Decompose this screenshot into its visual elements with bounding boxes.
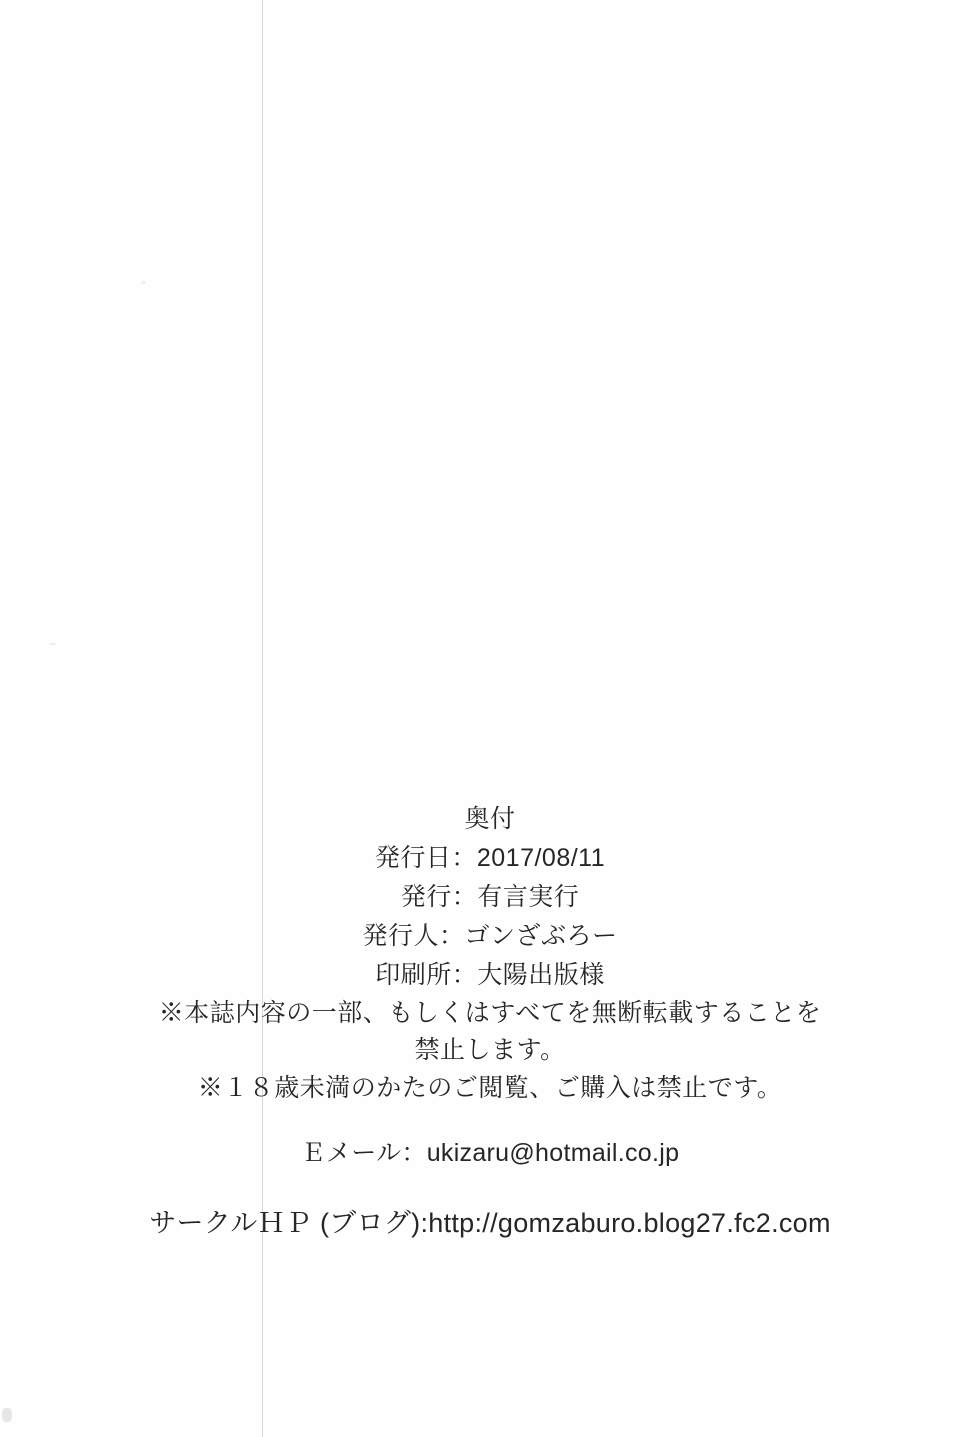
paper-speck	[141, 281, 146, 284]
paper-edge-mark	[2, 1408, 12, 1422]
colophon-block	[0, 800, 980, 1108]
colophon-publish-date: 発行日：2017/08/11	[374, 844, 606, 872]
contact-homepage: サークルＨＰ (ブログ):http://gomzaburo.blog27.fc2.com	[149, 1208, 831, 1238]
colophon-printer: 印刷所：大陽出版様	[375, 961, 605, 989]
colophon-publisher: 発行：有言実行	[400, 883, 580, 911]
colophon-reprint-notice-line1: ※本誌内容の一部、もしくはすべてを無断転載することを	[158, 999, 822, 1027]
contact-block	[0, 1133, 980, 1240]
contact-email: Ｅメール：ukizaru@hotmail.co.jp	[300, 1139, 680, 1167]
colophon-age-notice: ※１８歳未満のかたのご閲覧、ご購入は禁止です。	[197, 1074, 783, 1102]
colophon-publisher-person: 発行人：ゴンざぶろー	[362, 922, 618, 950]
colophon-heading: 奥付	[464, 805, 516, 833]
paper-speck	[49, 643, 56, 645]
colophon-reprint-notice-line2: 禁止します。	[414, 1036, 566, 1064]
